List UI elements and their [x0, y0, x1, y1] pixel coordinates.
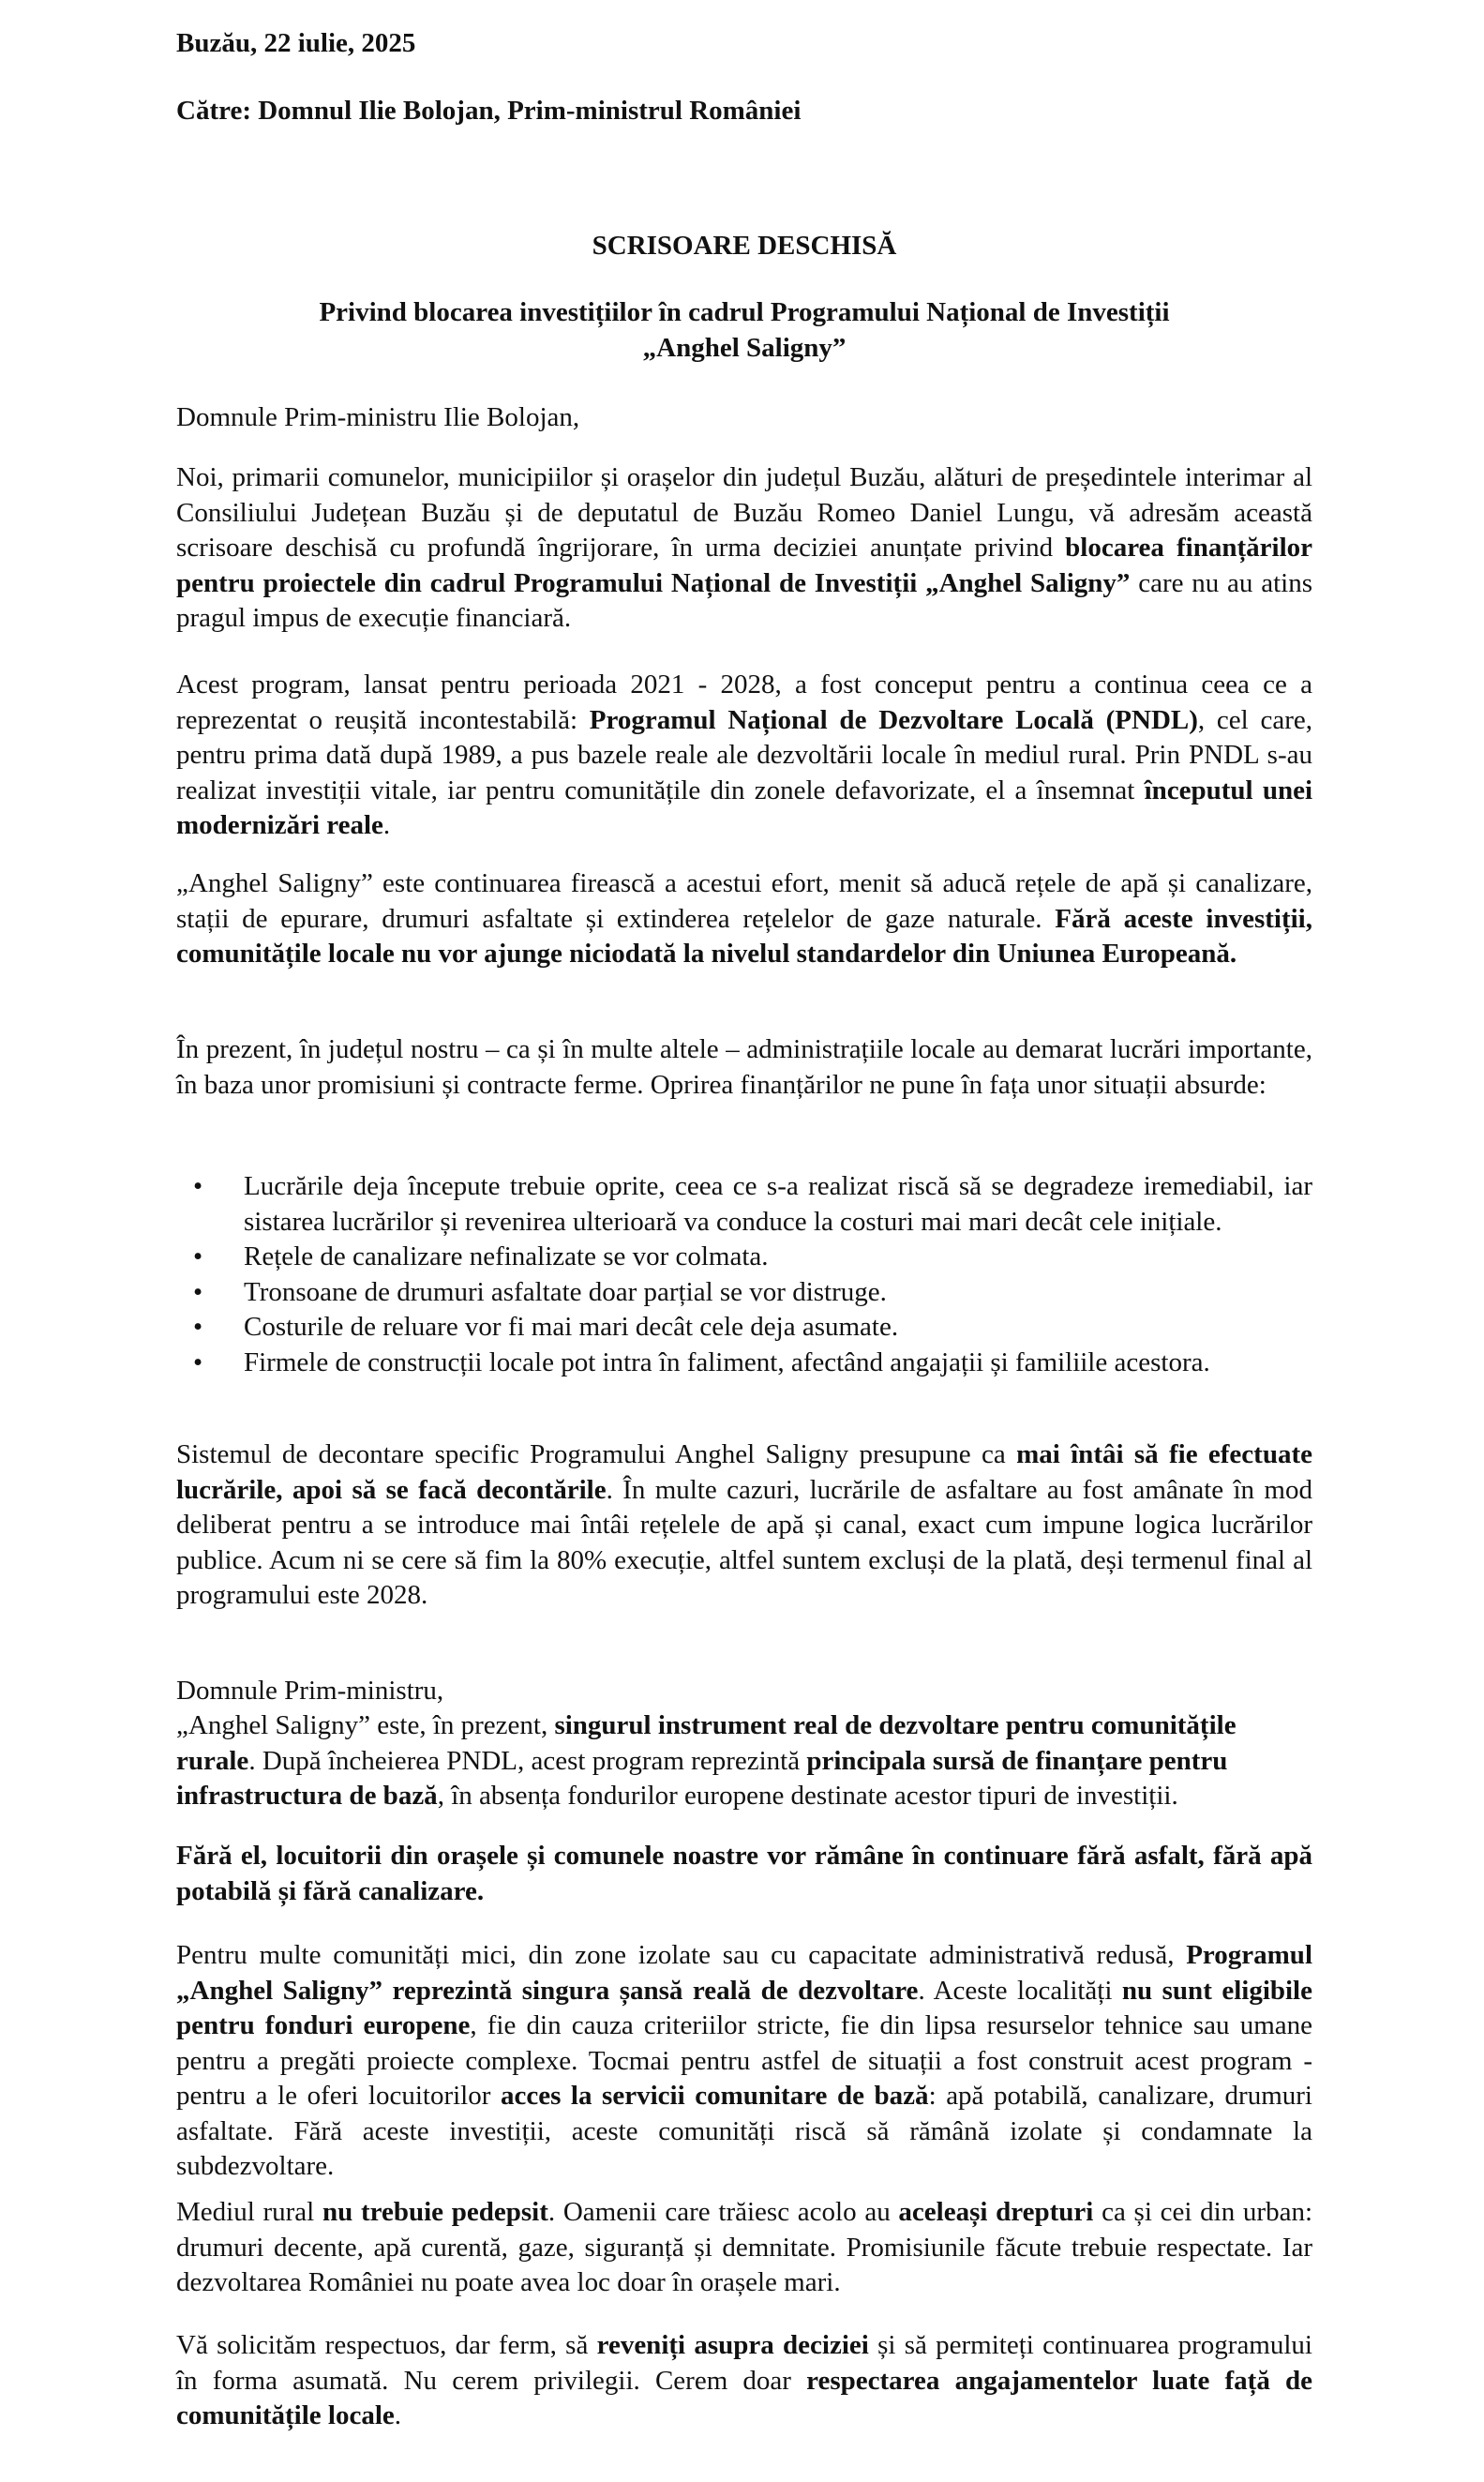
text-run: : apă potabilă, canalizare, drumuri asfaltate. Fără aceste investiții, aceste comunități riscă să rămână izolate și condamnate la subdezvoltare. [176, 2081, 1312, 2181]
text-run: . După încheierea PNDL, acest program reprezintă [248, 1745, 807, 1776]
bullet-item [193, 1240, 1312, 1275]
letter-title: SCRISOARE DESCHISĂ [592, 231, 897, 261]
bold-run: acces la servicii comunitare de bază [500, 2081, 929, 2111]
bullet-list [176, 1169, 1312, 1380]
bold-run: începutul unei modernizări reale [176, 775, 1312, 840]
text-run: Pentru multe comunități mici, din zone izolate sau cu capacitate administrativă redusă, [176, 1940, 1187, 1970]
paragraph-9 [176, 2195, 1312, 2301]
text-run: Mediul rural [176, 2197, 322, 2227]
text-run: „Anghel Saligny” este continuarea firească a acestui efort, menit să aducă rețele de apă și canalizare, stații de epurare, drumuri asfaltate și extinderea rețelelor de gaze naturale. [176, 868, 1312, 934]
bold-run: nu trebuie pedepsit [322, 2197, 548, 2227]
text-run: . [394, 2400, 402, 2430]
bold-run: Fără el, locuitorii din orașele și comunele noastre vor rămâne în continuare fără asfalt, fără apă potabilă și fără canalizare. [176, 1841, 1312, 1906]
bullet-item [193, 1169, 1312, 1240]
text-run: În prezent, în județul nostru – ca și în multe altele – administrațiile locale au demarat lucrări importante, în baza unor promisiuni și contracte ferme. Oprirea finanțărilor ne pune în fața unor situații absurde: [176, 1034, 1312, 1100]
text-run: care nu au atins pragul impus de execuție financiară. [176, 567, 1312, 633]
place-date: Buzău, 22 iulie, 2025 [176, 28, 416, 58]
bold-run: Programul „Anghel Saligny” reprezintă singura șansă reală de dezvoltare [176, 1940, 1312, 2006]
bold-run: singurul instrument real de dezvoltare pentru comunitățile rurale [176, 1710, 1237, 1776]
paragraph-8 [176, 1938, 1312, 2185]
bullet-text: Lucrările deja începute trebuie oprite, ceea ce s-a realizat riscă să se degradeze iremediabil, iar sistarea lucrărilor și revenirea ulterioară va conduce la costuri mai mari decât cele inițiale. [244, 1171, 1312, 1237]
bullet-list-container [176, 1169, 1312, 1380]
bold-run: respectarea angajamentelor luate față de comunitățile locale [176, 2365, 1312, 2430]
paragraph-1 [176, 460, 1312, 637]
bullet-item [193, 1275, 1312, 1311]
bullet-icon: • [193, 1312, 203, 1342]
bold-run: reveniți asupra deciziei [596, 2330, 869, 2360]
bullet-icon: • [193, 1241, 203, 1271]
text-run: Sistemul de decontare specific Programului Anghel Saligny presupune ca [176, 1439, 1017, 1469]
text-run: , în absența fondurilor europene destinate acestor tipuri de investiții. [437, 1781, 1178, 1811]
paragraph-4 [176, 1032, 1312, 1103]
bold-run: mai întâi să fie efectuate lucrările, apoi să se facă decontările [176, 1439, 1312, 1505]
text-run: . În multe cazuri, lucrările de asfaltare au fost amânate în mod deliberat pentru a se introduce mai întâi rețelele de apă și canal, exact cum impune logica lucrărilor publice. Acum ni se cere să fim la 80% execuție, altfel suntem excluși de la plată, deși termenul final al programului este 2028. [176, 1474, 1312, 1610]
bullet-item [193, 1346, 1312, 1381]
bullet-item [193, 1310, 1312, 1346]
bold-run: nu sunt eligibile pentru fonduri europene [176, 1975, 1312, 2040]
paragraph-2 [176, 668, 1312, 844]
bold-run: Programul Național de Dezvoltare Locală (PNDL) [589, 704, 1198, 735]
salutation-2: Domnule Prim-ministru, [176, 1676, 444, 1706]
text-run: Acest program, lansat pentru perioada 2021 - 2028, a fost conceput pentru a continua ceea ce a reprezentat o reușită incontestabilă: [176, 669, 1312, 735]
text-run: Noi, primarii comunelor, municipiilor și orașelor din județul Buzău, alături de președintele interimar al Consiliului Județean Buzău și de deputatul de Buzău Romeo Daniel Lungu, vă adresăm această scrisoare deschisă cu profundă îngrijorare, în urma deciziei anunțate privind [176, 462, 1312, 563]
bullet-text: Tronsoane de drumuri asfaltate doar parțial se vor distruge. [244, 1276, 887, 1307]
letter-subtitle: Privind blocarea investițiilor în cadrul Programului Național de Investiții „Anghel Saligny” [319, 297, 1170, 363]
paragraph-6 [176, 1708, 1312, 1814]
text-run: „Anghel Saligny” este, în prezent, [176, 1710, 555, 1740]
recipient-line: Către: Domnul Ilie Bolojan, Prim-ministrul României [176, 96, 802, 126]
bullet-icon: • [193, 1276, 203, 1307]
text-run: și să permiteți continuarea programului în forma asumată. Nu cerem privilegii. Cerem doar [176, 2330, 1312, 2396]
text-run: Vă solicităm respectuos, dar ferm, să [176, 2330, 597, 2360]
text-run: . Aceste localități [918, 1975, 1122, 2006]
paragraph-7 [176, 1839, 1312, 1909]
paragraph-3 [176, 866, 1312, 972]
bold-run: aceleași drepturi [898, 2197, 1094, 2227]
bullet-text: Firmele de construcții locale pot intra în faliment, afectând angajații și familiile acestora. [244, 1346, 1210, 1377]
paragraph-10 [176, 2328, 1312, 2434]
text-run: . Oamenii care trăiesc acolo au [547, 2197, 899, 2227]
bold-run: blocarea finanțărilor pentru proiectele din cadrul Programului Național de Investiții „Anghel Saligny” [176, 533, 1313, 598]
text-run: . [382, 810, 391, 840]
salutation: Domnule Prim-ministru Ilie Bolojan, [176, 402, 580, 432]
text-run: , cel care, pentru prima dată după 1989, a pus bazele reale ale dezvoltării locale în mediul rural. Prin PNDL s-au realizat investiții vitale, iar pentru comunitățile din zonele defavorizate, el a însemnat [176, 704, 1312, 805]
bullet-icon: • [193, 1346, 203, 1377]
paragraph-5 [176, 1437, 1312, 1614]
bullet-text: Rețele de canalizare nefinalizate se vor colmata. [244, 1241, 769, 1271]
text-run: , fie din cauza criteriilor stricte, fie din lipsa resurselor tehnice sau umane pentru a pregăti proiecte complexe. Tocmai pentru astfel de situații a fost construit acest program - pentru a le oferi locuitorilor [176, 2010, 1312, 2111]
text-run: ca și cei din urban: drumuri decente, apă curentă, gaze, siguranță și demnitate. Promisiunile făcute trebuie respectate. Iar dezvoltarea României nu poate avea loc doar în orașele mari. [176, 2197, 1312, 2297]
bold-run: Fără aceste investiții, comunitățile locale nu vor ajunge niciodată la nivelul standardelor din Uniunea Europeană. [176, 903, 1312, 969]
bullet-icon: • [193, 1171, 203, 1201]
bullet-text: Costurile de reluare vor fi mai mari decât cele deja asumate. [244, 1312, 899, 1342]
bold-run: principala sursă de finanțare pentru infrastructura de bază [176, 1745, 1228, 1811]
